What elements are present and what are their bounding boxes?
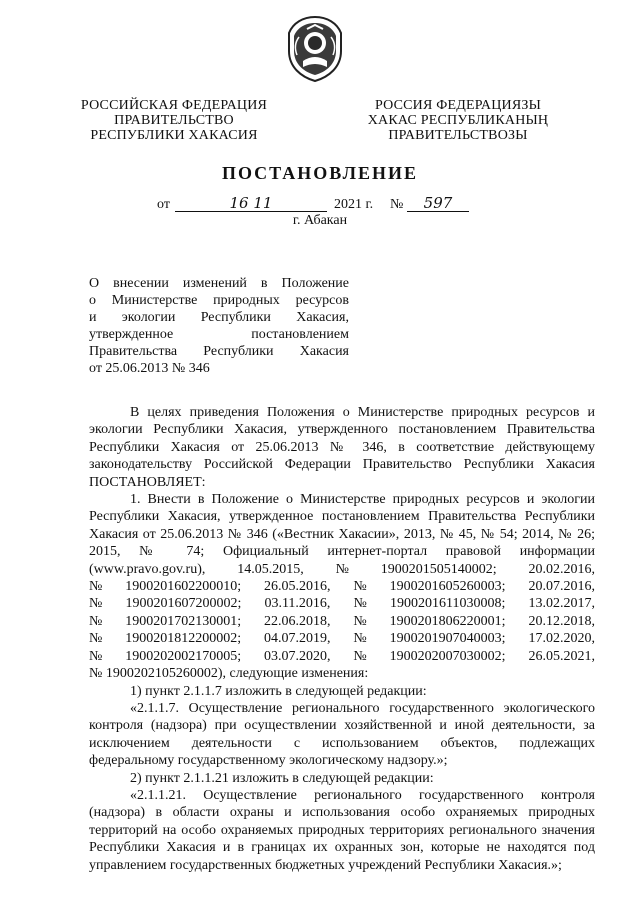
- registry-line: [89, 578, 595, 595]
- subject-line: и экологии Республики Хакасия,: [89, 310, 349, 325]
- handwritten-date: 16 11: [175, 197, 327, 212]
- registry-cell: 1900201907040003;: [389, 631, 506, 647]
- subject-line: от 25.06.2013 № 346: [89, 361, 210, 376]
- header-left-line: РЕСПУБЛИКИ ХАКАСИЯ: [90, 128, 258, 143]
- registry-cell: 1900202007030002;: [389, 648, 506, 664]
- subject-line: О внесении изменений в Положение: [89, 276, 349, 291]
- registry-cell: №: [89, 613, 103, 629]
- registry-line: [89, 613, 595, 630]
- registry-line: [89, 561, 595, 578]
- subitem2-title: 2) пункт 2.1.1.21 изложить в следующей редакции:: [130, 770, 434, 786]
- document-body: [89, 404, 595, 874]
- registry-line: [89, 630, 595, 647]
- registry-line: [89, 595, 595, 612]
- preamble-line: законодательству Российской Федерации Правительство Республики Хакасия: [89, 457, 595, 473]
- registry-cell: №: [89, 596, 103, 612]
- registry-cell: 22.06.2018,: [264, 613, 331, 629]
- registry-line: [89, 648, 595, 665]
- handwritten-number: 597: [407, 197, 469, 212]
- document-title: ПОСТАНОВЛЕНИЕ: [221, 163, 419, 183]
- date-year: 2021 г.: [334, 197, 374, 212]
- registry-cell: 1900201602200010;: [125, 579, 242, 595]
- registry-cell: 20.12.2018,: [528, 613, 595, 629]
- subitem1-line: федеральному государственному экологическому надзору.»;: [89, 753, 448, 769]
- subject-line: утвержденное постановлением: [89, 327, 349, 342]
- item1-line: 1. Внести в Положение о Министерстве природных ресурсов и экологии: [130, 492, 595, 508]
- registry-cell: 13.02.2017,: [528, 596, 595, 612]
- preamble-line: экологии Республики Хакасия, утвержденного постановлением Правительства: [89, 422, 595, 438]
- registry-cell: 1900201505140002;: [380, 561, 497, 577]
- registry-cell: №: [89, 579, 103, 595]
- registry-cell: 1900201702130001;: [125, 613, 242, 629]
- registry-cell: №: [335, 561, 349, 577]
- header-right-line: ПРАВИТЕЛЬСТВОЗЫ: [388, 128, 528, 143]
- registry-cell: №: [353, 613, 367, 629]
- registry-cell: №: [353, 648, 367, 664]
- registry-cell: 1900202002170005;: [125, 648, 242, 664]
- registry-cell: №: [353, 579, 367, 595]
- registry-cell: №: [89, 631, 103, 647]
- registry-cell: 03.07.2020,: [264, 648, 331, 664]
- subitem2-line: «2.1.1.21. Осуществление регионального государственного контроля: [130, 787, 595, 803]
- registry-cell: (www.pravo.gov.ru),: [89, 561, 206, 577]
- header-right-line: ХАКАС РЕСПУБЛИКАНЫҢ: [367, 113, 549, 128]
- header-right-line: РОССИЯ ФЕДЕРАЦИЯЗЫ: [374, 98, 542, 113]
- date-from-label: от: [157, 197, 170, 212]
- item1-line: Республики Хакасия, утвержденное постановлением Правительства Республики: [89, 509, 595, 525]
- preamble-line: ПОСТАНОВЛЯЕТ:: [89, 474, 206, 490]
- subitem1-title: 1) пункт 2.1.1.7 изложить в следующей редакции:: [130, 683, 427, 699]
- item1-line: Хакасия от 25.06.2013 № 346 («Вестник Хакасии», 2013, № 45, № 54; 2014, № 26;: [89, 526, 595, 542]
- header-left-line: РОССИЙСКАЯ ФЕДЕРАЦИЯ: [80, 98, 268, 113]
- header-russian: [64, 98, 284, 143]
- registry-cell: 1900201607200002;: [125, 596, 242, 612]
- header-left-line: ПРАВИТЕЛЬСТВО: [114, 113, 234, 128]
- coat-of-arms-emblem: [283, 15, 347, 83]
- subitem2-line: Республики Хакасия и в границах их охранных зон, которые не находятся под: [89, 840, 595, 856]
- registry-cell: 1900201812200002;: [125, 631, 242, 647]
- registry-cell: №: [353, 631, 367, 647]
- registry-cell: 20.07.2016,: [528, 579, 595, 595]
- subitem1-line: «2.1.1.7. Осуществление регионального государственного экологического: [130, 700, 595, 716]
- item1-line: 2015, № 74; Официальный интернет-портал правовой информации: [89, 544, 595, 560]
- registry-cell: №: [353, 596, 367, 612]
- registry-cell: 20.02.2016,: [528, 561, 595, 577]
- registry-end-line: № 1900202105260002), следующие изменения:: [89, 666, 369, 682]
- registry-cell: 26.05.2021,: [528, 648, 595, 664]
- registry-cell: 04.07.2019,: [264, 631, 331, 647]
- preamble-line: Республики Хакасия от 25.06.2013 № 346, в соответствие действующему: [89, 439, 595, 455]
- subject-block: [89, 275, 349, 377]
- registry-cell: 1900201611030008;: [389, 596, 506, 612]
- subitem2-line: (надзора) в области охраны и использования особо охраняемых природных: [89, 805, 595, 821]
- subitem2-line: управлением государственных бюджетных учреждений Республики Хакасия.»;: [89, 857, 562, 873]
- subject-line: о Министерстве природных ресурсов: [89, 293, 349, 308]
- registry-cell: 1900201806220001;: [389, 613, 506, 629]
- registry-cell: 14.05.2015,: [237, 561, 304, 577]
- number-label: №: [390, 197, 404, 212]
- subitem1-line: исключением деятельности с использованием объектов, подлежащих: [89, 735, 595, 751]
- registry-cell: №: [89, 648, 103, 664]
- registry-cell: 03.11.2016,: [264, 596, 331, 612]
- header-khakas: [348, 98, 568, 143]
- subitem1-line: контроля (надзора) при осуществлении хозяйственной и иной деятельности, за: [89, 718, 595, 734]
- city-name: г. Абакан: [292, 213, 348, 228]
- registry-cell: 26.05.2016,: [264, 579, 331, 595]
- preamble-line: В целях приведения Положения о Министерстве природных ресурсов и: [130, 405, 595, 420]
- subitem2-line: территорий на особо охраняемых природных территориях регионального значения: [89, 822, 595, 838]
- registry-cell: 17.02.2020,: [528, 631, 595, 647]
- registry-cell: 1900201605260003;: [389, 579, 506, 595]
- subject-line: Правительства Республики Хакасия: [89, 344, 349, 359]
